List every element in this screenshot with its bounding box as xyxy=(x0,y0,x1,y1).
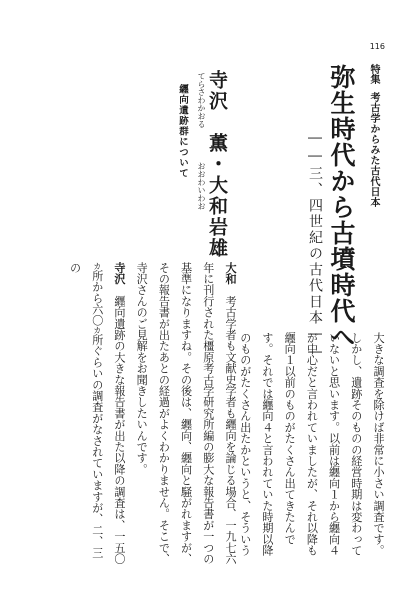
speaker-label-yamato: 大和 xyxy=(224,262,237,285)
section-label-text: 特集 xyxy=(368,64,379,84)
paragraph-1: 考古学者も文献史学者も纒向を論じる場合、一九七六年に刊行された橿原考古学研究所編の膨大な報告書が一つの基準になりますね。その後は、纒向、纒向と騒がれますが、その報告書が出たあとの経過がよくわかりません。そこで、寺沢さんのご見解をお聞きしたいんです。 xyxy=(135,262,237,565)
paragraph-2b: 所から六〇 xyxy=(90,270,104,327)
author-name-1: 寺沢 薫 xyxy=(206,70,228,154)
paragraph-2c: 所ぐらいの調査がなされていますが、二、三の xyxy=(68,262,104,559)
author-ruby-2: おおわいわお xyxy=(197,162,206,210)
body-text-top xyxy=(0,262,241,566)
section-heading: 纒向遺跡群について xyxy=(177,84,188,179)
page-title: 弥生時代から古墳時代へ xyxy=(327,64,356,350)
unit-ka-a: カ xyxy=(92,262,102,271)
paragraph-3: 大きな調査を除けば非常に小さい調査です。しかし、遺跡そのものの経営時期は変わっていないと思います。以前は纒向１から纒向４が中心だと言われていましたが、それ以降も纒向１以前のものがたくさん出てきたんです。それでは纒向４と言われていた時期以降のものがたくさん出たかというと、そういう xyxy=(239,332,385,556)
page-subtitle: ――三、四世紀の古代日本―― xyxy=(307,130,323,362)
author-name-2: 大和岩雄 xyxy=(206,175,228,259)
body-text-bottom xyxy=(239,332,389,566)
paragraph-2a: 纒向遺跡の大きな報告書が出た以降の調査は、一五〇 xyxy=(112,295,126,565)
section-label xyxy=(366,64,381,84)
author-separator: ・ xyxy=(206,154,228,175)
author-ruby-1: てらさわかおる xyxy=(197,72,206,128)
section-theme: 考古学からみた古代日本 xyxy=(368,92,379,208)
unit-ka-b: カ xyxy=(92,326,102,335)
page-number: 116 xyxy=(369,42,385,51)
author-byline xyxy=(204,70,231,259)
speaker-label-terasawa: 寺沢 xyxy=(112,262,126,285)
